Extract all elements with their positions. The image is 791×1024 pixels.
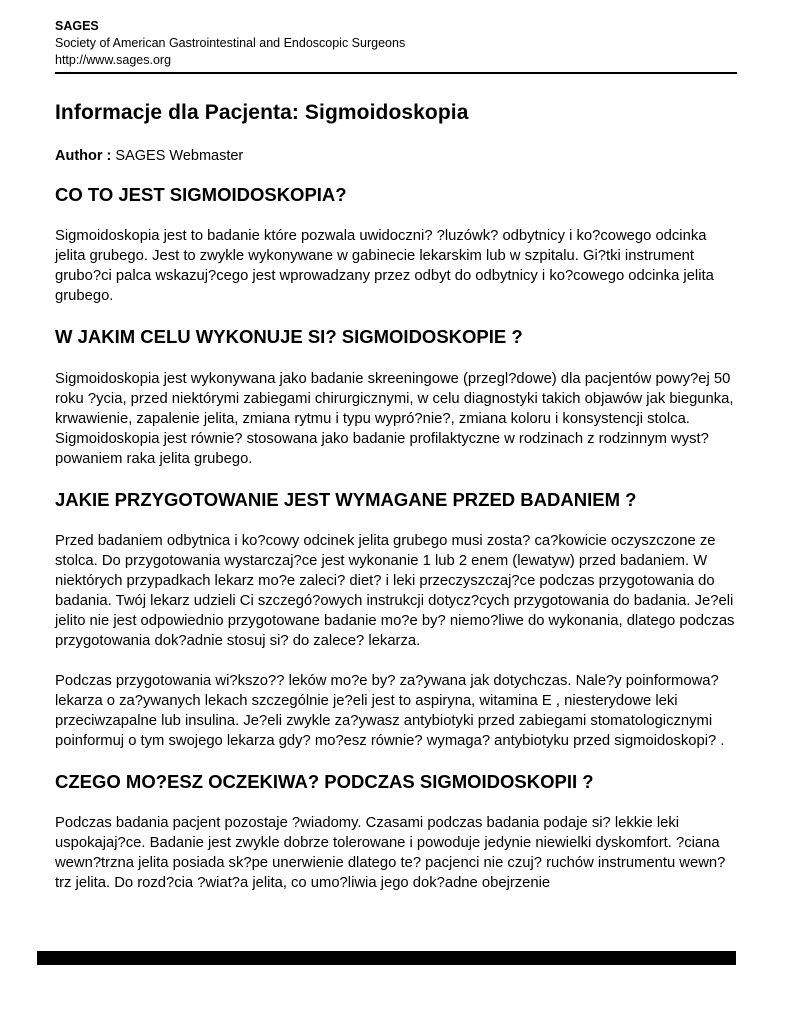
- section-heading: CO TO JEST SIGMOIDOSKOPIA?: [55, 184, 347, 205]
- footer-bar: [37, 951, 736, 965]
- section-paragraph: Przed badaniem odbytnica i ko?cowy odcinek jelita grubego musi zosta? ca?kowicie oczyszczone ze stolca. Do przygotowania wystarczaj?ce jest wykonanie 1 lub 2 enem (lewatyw) przed badaniem. W niektórych przypadkach lekarz mo?e zaleci? diet? i leki przeczyszczaj?ce podczas przygotowania do badania. Twój lekarz udzieli Ci szczegó?owych instrukcji dotycz?cych przygotowania do badania. Je?eli jelito nie jest odpowiednio przygotowane badanie mo?e by? niemo?liwe do wykonania, dlatego podczas przygotowania dok?adnie stosuj si? do zalece? lekarza.: [55, 533, 735, 649]
- header-org-short: SAGES: [55, 19, 99, 33]
- section-heading: CZEGO MO?ESZ OCZEKIWA? PODCZAS SIGMOIDOSKOPII ?: [55, 771, 594, 792]
- section-paragraph: Sigmoidoskopia jest wykonywana jako badanie skreeningowe (przegl?dowe) dla pacjentów powy?ej 50 roku ?ycia, przed niektórymi zabiegami chirurgicznymi, w celu diagnostyki takich objawów jak biegunka, krwawienie, zapalenie jelita, zmiana rytmu i typu wypró?nie?, zmiana koloru i konsystencji stolca. Sigmoidoskopia jest równie? stosowana jako badanie profilaktyczne w rodzinach z rodzinnym wyst?powaniem raka jelita grubego.: [55, 371, 734, 467]
- document-page: [55, 18, 737, 893]
- header-url: http://www.sages.org: [55, 53, 172, 67]
- author-name: SAGES Webmaster: [115, 148, 244, 164]
- section-paragraph: Sigmoidoskopia jest to badanie które pozwala uwidoczni? ?luzówk? odbytnicy i ko?cowego odcinka jelita grubego. Jest to zwykle wykonywane w gabinecie lekarskim lub w szpitalu. Gi?tki instrument grubo?ci palca wskazuj?cego jest wprowadzany przez odbyt do odbytnicy i ko?cowego odcinka jelita grubego.: [55, 228, 714, 304]
- document-title: Informacje dla Pacjenta: Sigmoidoskopia: [55, 101, 469, 124]
- section-heading: W JAKIM CELU WYKONUJE SI? SIGMOIDOSKOPIE ?: [55, 326, 523, 347]
- header-divider: [55, 72, 737, 74]
- section-paragraph: Podczas przygotowania wi?kszo?? leków mo?e by? za?ywana jak dotychczas. Nale?y poinformowa? lekarza o za?ywanych lekach szczególnie je?eli jest to aspiryna, witamina E , niesterydowe leki przeciwzapalne lub insulina. Je?eli zwykle za?ywasz antybiotyki przed zabiegami stomatologicznymi poinformuj o tym swojego lekarza gdy? mo?esz równie? wymaga? antybiotyku przed sigmoidoskopi? .: [55, 673, 725, 749]
- author-label: Author :: [55, 148, 112, 164]
- author-line: [55, 146, 737, 166]
- header-org-full: Society of American Gastrointestinal and Endoscopic Surgeons: [55, 36, 406, 50]
- section-heading: JAKIE PRZYGOTOWANIE JEST WYMAGANE PRZED BADANIEM ?: [55, 489, 637, 510]
- section-paragraph: Podczas badania pacjent pozostaje ?wiadomy. Czasami podczas badania podaje si? lekkie leki uspokajaj?ce. Badanie jest zwykle dobrze tolerowane i powoduje jedynie niewielki dyskomfort. ?ciana wewn?trzna jelita posiada sk?pe unerwienie dlatego te? pacjenci nie czuj? ruchów instrumentu wewn?trz jelita. Do rozd?cia ?wiat?a jelita, co umo?liwia jego dok?adne obejrzenie: [55, 815, 726, 891]
